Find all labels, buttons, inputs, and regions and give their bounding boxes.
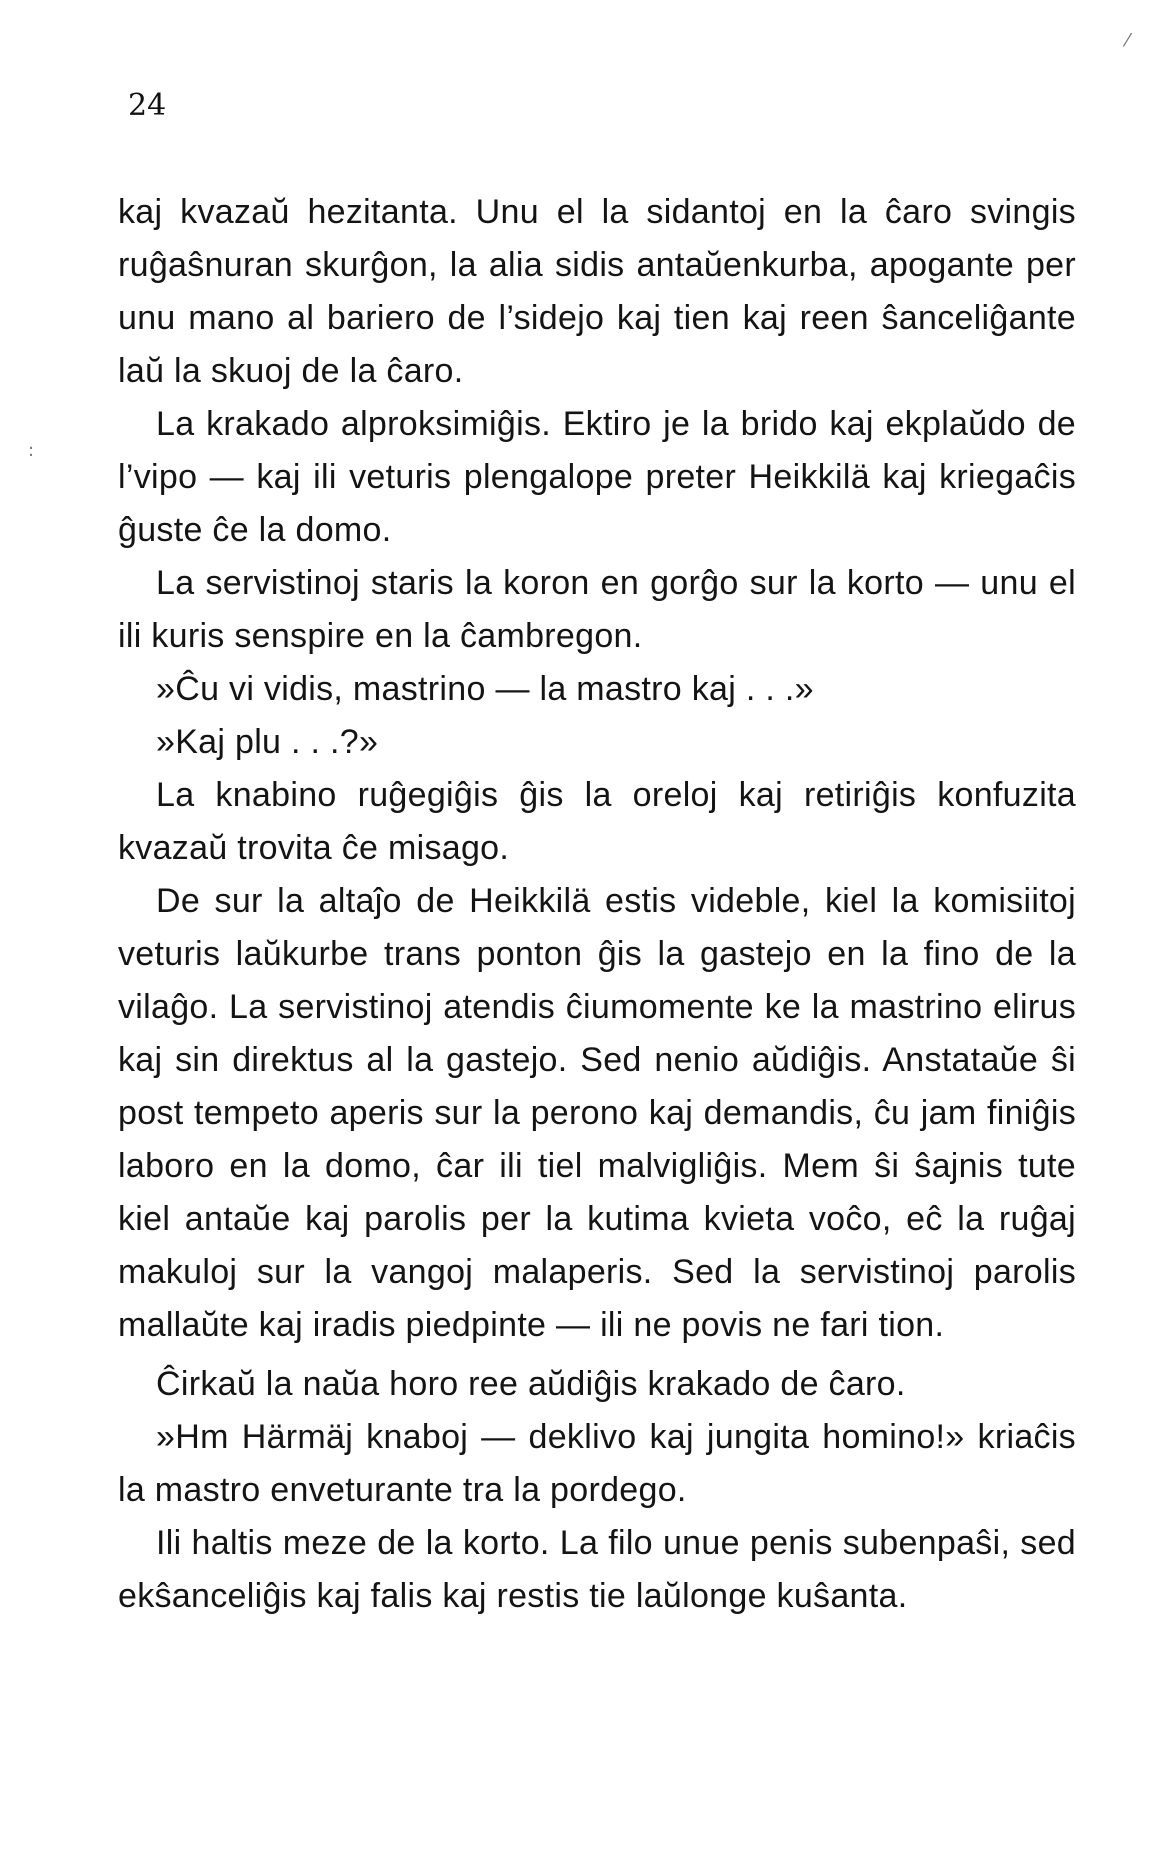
paragraph: De sur la altaĵo de Heikkilä estis videble, kiel la komisiitoj veturis laŭkurbe trans ponton ĝis la gastejo en la fino de la vilaĝo. La servistinoj atendis ĉiumomente ke la mastrino elirus kaj sin direktus al la gastejo. Sed nenio aŭdiĝis. Anstataŭe ŝi post tempeto aperis sur la perono kaj demandis, ĉu jam finiĝis laboro en la domo, ĉar ili tiel malvigliĝis. Mem ŝi ŝajnis tute kiel antaŭe kaj parolis per la kutima kvieta voĉo, eĉ la ruĝaj makuloj sur la vangoj malaperis. Sed la servistinoj parolis mallaŭte kaj iradis piedpinte — ili ne povis ne fari tion. bbox=[118, 882, 1076, 1344]
scan-speck: : bbox=[28, 440, 35, 461]
paragraph: Ĉirkaŭ la naŭa horo ree aŭdiĝis krakado de ĉaro. bbox=[156, 1365, 906, 1403]
page-number: 24 bbox=[128, 88, 167, 123]
dialogue-line: »Ĉu vi vidis, mastrino — la mastro kaj . . .» bbox=[156, 670, 814, 708]
paragraph: La servistinoj staris la koron en gorĝo sur la korto — unu el ili kuris senspire en la ĉambregon. bbox=[118, 564, 1076, 655]
dialogue-line: »Hm Härmäj knaboj — deklivo kaj jungita homino!» kriaĉis la mastro enveturante tra la pordego. bbox=[118, 1418, 1076, 1509]
paragraph: Ili haltis meze de la korto. La filo unue penis subenpaŝi, sed ekŝanceliĝis kaj falis kaj restis tie laŭlonge kuŝanta. bbox=[118, 1524, 1076, 1615]
paragraph: La knabino ruĝegiĝis ĝis la oreloj kaj retiriĝis konfuzita kvazaŭ trovita ĉe misago. bbox=[118, 776, 1076, 867]
paragraph: kaj kvazaŭ hezitanta. Unu el la sidantoj en la ĉaro svingis ruĝaŝnuran skurĝon, la alia sidis antaŭenkurba, apogante per unu mano al bariero de l’sidejo kaj tien kaj reen ŝanceliĝante laŭ la skuoj de la ĉaro. bbox=[118, 193, 1076, 390]
paragraph: La krakado alproksimiĝis. Ektiro je la brido kaj ekplaŭdo de l’vipo — kaj ili veturis plengalope preter Heikkilä kaj kriegaĉis ĝuste ĉe la domo. bbox=[118, 405, 1076, 549]
dialogue-line: »Kaj plu . . .?» bbox=[156, 723, 379, 761]
scan-speck: ⁄ bbox=[1126, 30, 1130, 51]
body-text bbox=[118, 186, 1076, 1623]
